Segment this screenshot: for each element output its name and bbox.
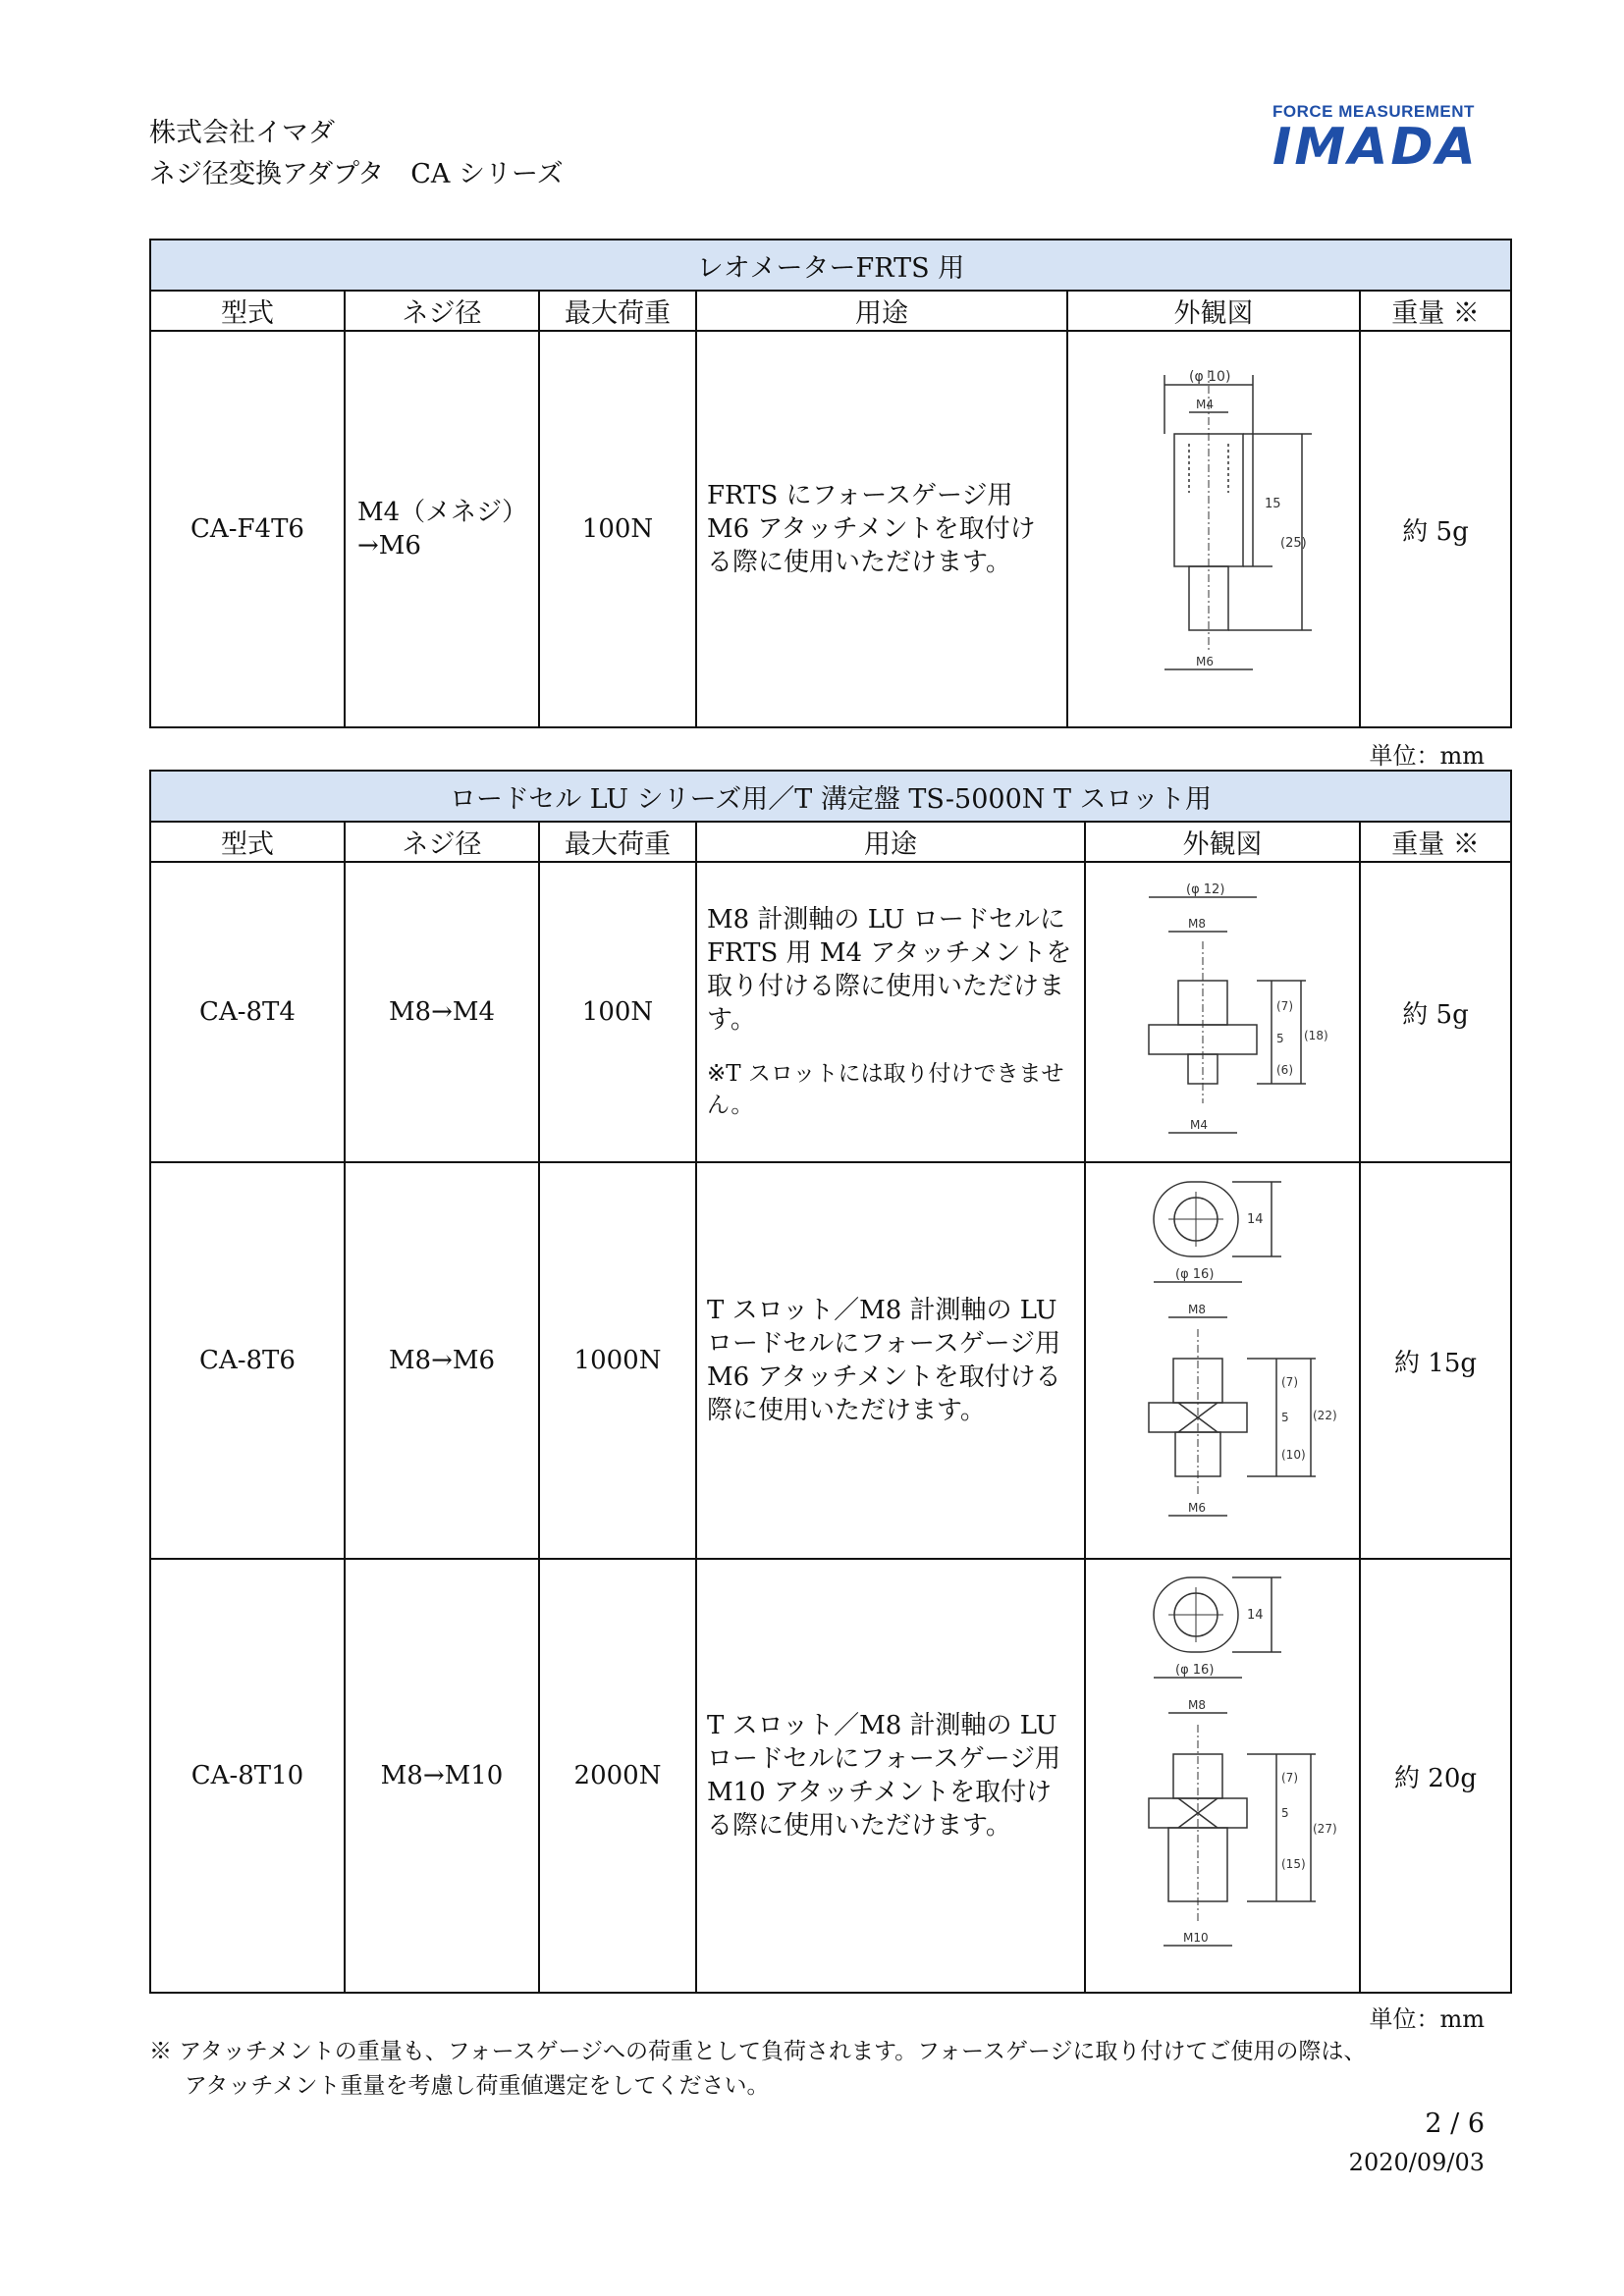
dim-total-text: (27) (1313, 1822, 1337, 1836)
thread-cell: M4（メネジ） →M6 (345, 331, 539, 727)
dim-bottom-text: M6 (1188, 1501, 1206, 1515)
weight-cell: 約 5g (1360, 331, 1511, 727)
dim-total-text: (18) (1304, 1029, 1328, 1042)
thread-cell: M8→M10 (345, 1559, 539, 1993)
dim-total-text: (25) (1280, 536, 1307, 551)
max-load-cell: 1000N (539, 1162, 696, 1559)
logo-tagline: FORCE MEASUREMENT (1272, 102, 1475, 121)
usage-note: ※T スロットには取り付けできません。 (707, 1061, 1064, 1118)
dim-b-text: 5 (1276, 1032, 1284, 1045)
col-weight: 重量 ※ (1360, 822, 1511, 862)
adapter-drawing-ca-8t10 (1105, 1568, 1340, 1980)
usage-cell: FRTS にフォースゲージ用 M6 アタッチメントを取付ける際に使用いただけます。 (696, 331, 1067, 727)
document-header (149, 113, 564, 195)
dim-total-text: (22) (1313, 1409, 1337, 1422)
dim-bottom-text: M4 (1190, 1118, 1208, 1132)
thread-cell: M8→M4 (345, 862, 539, 1162)
table-title: レオメーターFRTS 用 (150, 240, 1511, 291)
footnote-line-1: ※ アタッチメントの重量も、フォースゲージへの荷重として負荷されます。フォースゲージに取り付けてご使用の際は、 (149, 2039, 1367, 2064)
adapter-drawing-ca-8t4 (1110, 873, 1335, 1148)
dim-b-text: 5 (1281, 1806, 1289, 1820)
usage-cell: T スロット／M8 計測軸の LU ロードセルにフォースゲージ用 M10 アタッチメントを取付ける際に使用いただけます。 (696, 1559, 1085, 1993)
dim-a-text: (7) (1281, 1771, 1298, 1785)
max-load-cell: 100N (539, 331, 696, 727)
model-cell: CA-8T6 (150, 1162, 345, 1559)
col-drawing: 外観図 (1085, 822, 1360, 862)
dim-flat-text: 14 (1247, 1212, 1264, 1227)
drawing-cell (1085, 1559, 1360, 1993)
dim-c-text: (10) (1281, 1448, 1306, 1462)
max-load-cell: 2000N (539, 1559, 696, 1993)
usage-text: M8 計測軸の LU ロードセルに FRTS 用 M4 アタッチメントを取り付ける際に使用いただけます。 (707, 905, 1072, 1035)
unit-label: 単位：mm (1369, 2005, 1485, 2033)
model-cell: CA-8T10 (150, 1559, 345, 1993)
col-max-load: 最大荷重 (539, 822, 696, 862)
dim-length-text: 15 (1265, 497, 1281, 511)
model-cell: CA-8T4 (150, 862, 345, 1162)
col-thread: ネジ径 (345, 822, 539, 862)
col-model: 型式 (150, 822, 345, 862)
dim-c-text: (6) (1276, 1063, 1293, 1077)
adapter-drawing-ca-8t6 (1105, 1172, 1340, 1545)
frts-table (149, 239, 1512, 728)
page-number: 2 / 6 (1425, 2109, 1485, 2139)
table-row (150, 862, 1511, 1162)
weight-cell: 約 5g (1360, 862, 1511, 1162)
dim-top-text: M8 (1188, 917, 1206, 931)
logo-wordmark: IMADA (1272, 118, 1479, 177)
unit-label: 単位：mm (1369, 742, 1485, 770)
document-subtitle: ネジ径変換アダプタ CA シリーズ (149, 159, 564, 189)
weight-footnote (149, 2035, 1366, 2104)
col-thread: ネジ径 (345, 291, 539, 331)
col-max-load: 最大荷重 (539, 291, 696, 331)
dim-a-text: (7) (1276, 999, 1293, 1013)
adapter-drawing-ca-f4t6 (1106, 355, 1322, 699)
col-usage: 用途 (696, 822, 1085, 862)
weight-cell: 約 20g (1360, 1559, 1511, 1993)
weight-cell: 約 15g (1360, 1162, 1511, 1559)
table-title: ロードセル LU シリーズ用／T 溝定盤 TS-5000N T スロット用 (150, 771, 1511, 822)
company-name: 株式会社イマダ (149, 118, 335, 148)
table-row (150, 1559, 1511, 1993)
model-cell: CA-F4T6 (150, 331, 345, 727)
dim-c-text: (15) (1281, 1857, 1306, 1871)
footnote-line-2: アタッチメント重量を考慮し荷重値選定をしてください。 (185, 2073, 770, 2099)
drawing-cell (1085, 1162, 1360, 1559)
document-date: 2020/09/03 (1348, 2149, 1485, 2176)
dim-dia-text: (φ 16) (1175, 1267, 1215, 1282)
thread-cell: M8→M6 (345, 1162, 539, 1559)
imada-logo (1272, 102, 1485, 177)
dim-top-text: M8 (1188, 1303, 1206, 1316)
dim-b-text: 5 (1281, 1411, 1289, 1424)
col-weight: 重量 ※ (1360, 291, 1511, 331)
drawing-cell (1067, 331, 1360, 727)
dim-flat-text: 14 (1247, 1608, 1264, 1623)
col-model: 型式 (150, 291, 345, 331)
dim-dia-text: (φ 12) (1186, 882, 1225, 897)
dim-dia-text: (φ 10) (1189, 369, 1231, 385)
dim-top-text: M4 (1196, 398, 1214, 411)
usage-cell: T スロット／M8 計測軸の LU ロードセルにフォースゲージ用 M6 アタッチメントを取付ける際に使用いただけます。 (696, 1162, 1085, 1559)
table-row (150, 331, 1511, 727)
dim-dia-text: (φ 16) (1175, 1663, 1215, 1678)
col-usage: 用途 (696, 291, 1067, 331)
dim-top-text: M8 (1188, 1698, 1206, 1712)
dim-bottom-text: M10 (1183, 1931, 1209, 1945)
dim-a-text: (7) (1281, 1375, 1298, 1389)
drawing-cell (1085, 862, 1360, 1162)
loadcell-table (149, 770, 1512, 1994)
col-drawing: 外観図 (1067, 291, 1360, 331)
dim-bottom-text: M6 (1196, 655, 1214, 668)
max-load-cell: 100N (539, 862, 696, 1162)
usage-cell (696, 862, 1085, 1162)
table-row (150, 1162, 1511, 1559)
